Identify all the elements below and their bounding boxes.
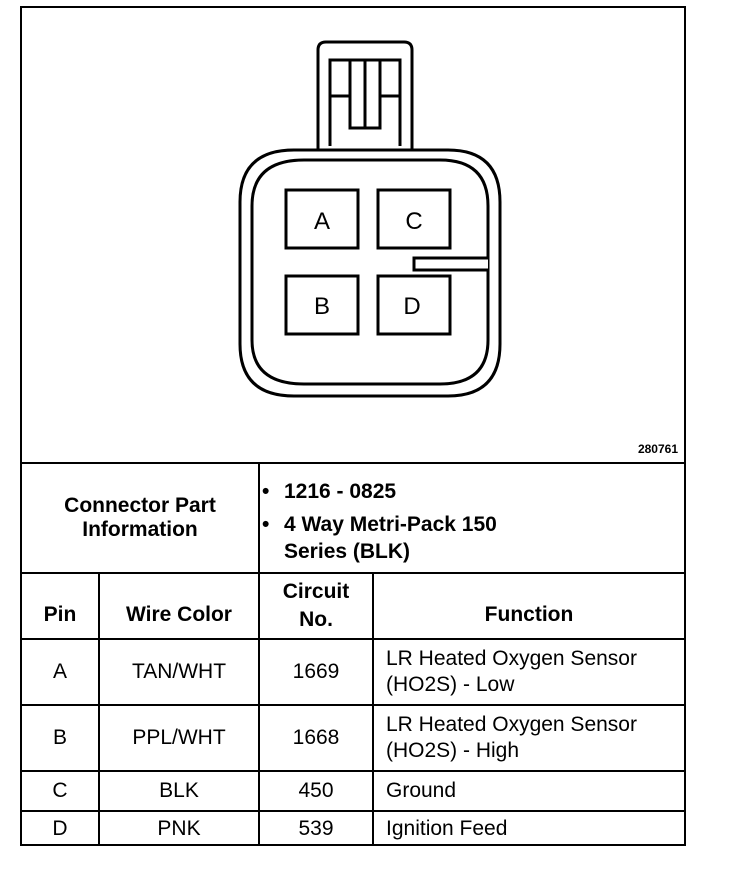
header-function: Function <box>484 603 574 626</box>
table-row-circuit: 450 <box>298 779 334 802</box>
svg-text:D: D <box>403 293 421 320</box>
svg-text:A: A <box>313 208 331 235</box>
table-row-function: LR Heated Oxygen Sensor (HO2S) - High <box>386 713 637 762</box>
connector-diagram <box>22 8 684 462</box>
divider <box>22 572 684 574</box>
table-row-pin: D <box>52 817 68 840</box>
connector-info-item: • 4 Way Metri-Pack 150 Series (BLK) <box>262 511 544 565</box>
table-row-pin: B <box>52 726 67 749</box>
table-row-circuit: 1669 <box>292 660 340 683</box>
key-slot <box>414 258 488 270</box>
connector-info-list <box>262 478 544 565</box>
pin-cavity-a <box>286 190 358 248</box>
connector-sheet <box>20 6 686 846</box>
table-row-wire-color: TAN/WHT <box>131 660 227 683</box>
divider <box>258 462 260 572</box>
table-row-circuit: 539 <box>298 817 334 840</box>
table-row-circuit: 1668 <box>292 726 340 749</box>
header-circuit-line2: No. <box>299 608 333 631</box>
table-row-wire-color: PNK <box>157 817 201 840</box>
svg-text:B: B <box>313 293 331 320</box>
table-row-pin: C <box>52 779 68 802</box>
table-row-pin: A <box>52 660 67 683</box>
header-wire-color: Wire Color <box>126 603 232 626</box>
pin-cavity-c <box>378 190 450 248</box>
connector-housing <box>240 150 500 396</box>
connector-info-label: Connector Part Information <box>64 494 216 541</box>
table-row-function: LR Heated Oxygen Sensor (HO2S) - Low <box>386 647 637 696</box>
svg-text:C: C <box>405 208 423 235</box>
pin-cavity-d <box>378 276 450 334</box>
pin-cavity-b <box>286 276 358 334</box>
header-circuit-line1: Circuit <box>282 580 350 603</box>
figure-id: 280761 <box>637 442 678 456</box>
table-row-wire-color: PPL/WHT <box>132 726 226 749</box>
locking-tab <box>318 42 412 150</box>
table-row-wire-color: BLK <box>159 779 199 802</box>
connector-info-item: • 1216 - 0825 <box>262 478 544 505</box>
table-row-function: Ground <box>386 779 457 802</box>
table-row-function: Ignition Feed <box>386 817 508 840</box>
header-pin: Pin <box>43 603 77 626</box>
